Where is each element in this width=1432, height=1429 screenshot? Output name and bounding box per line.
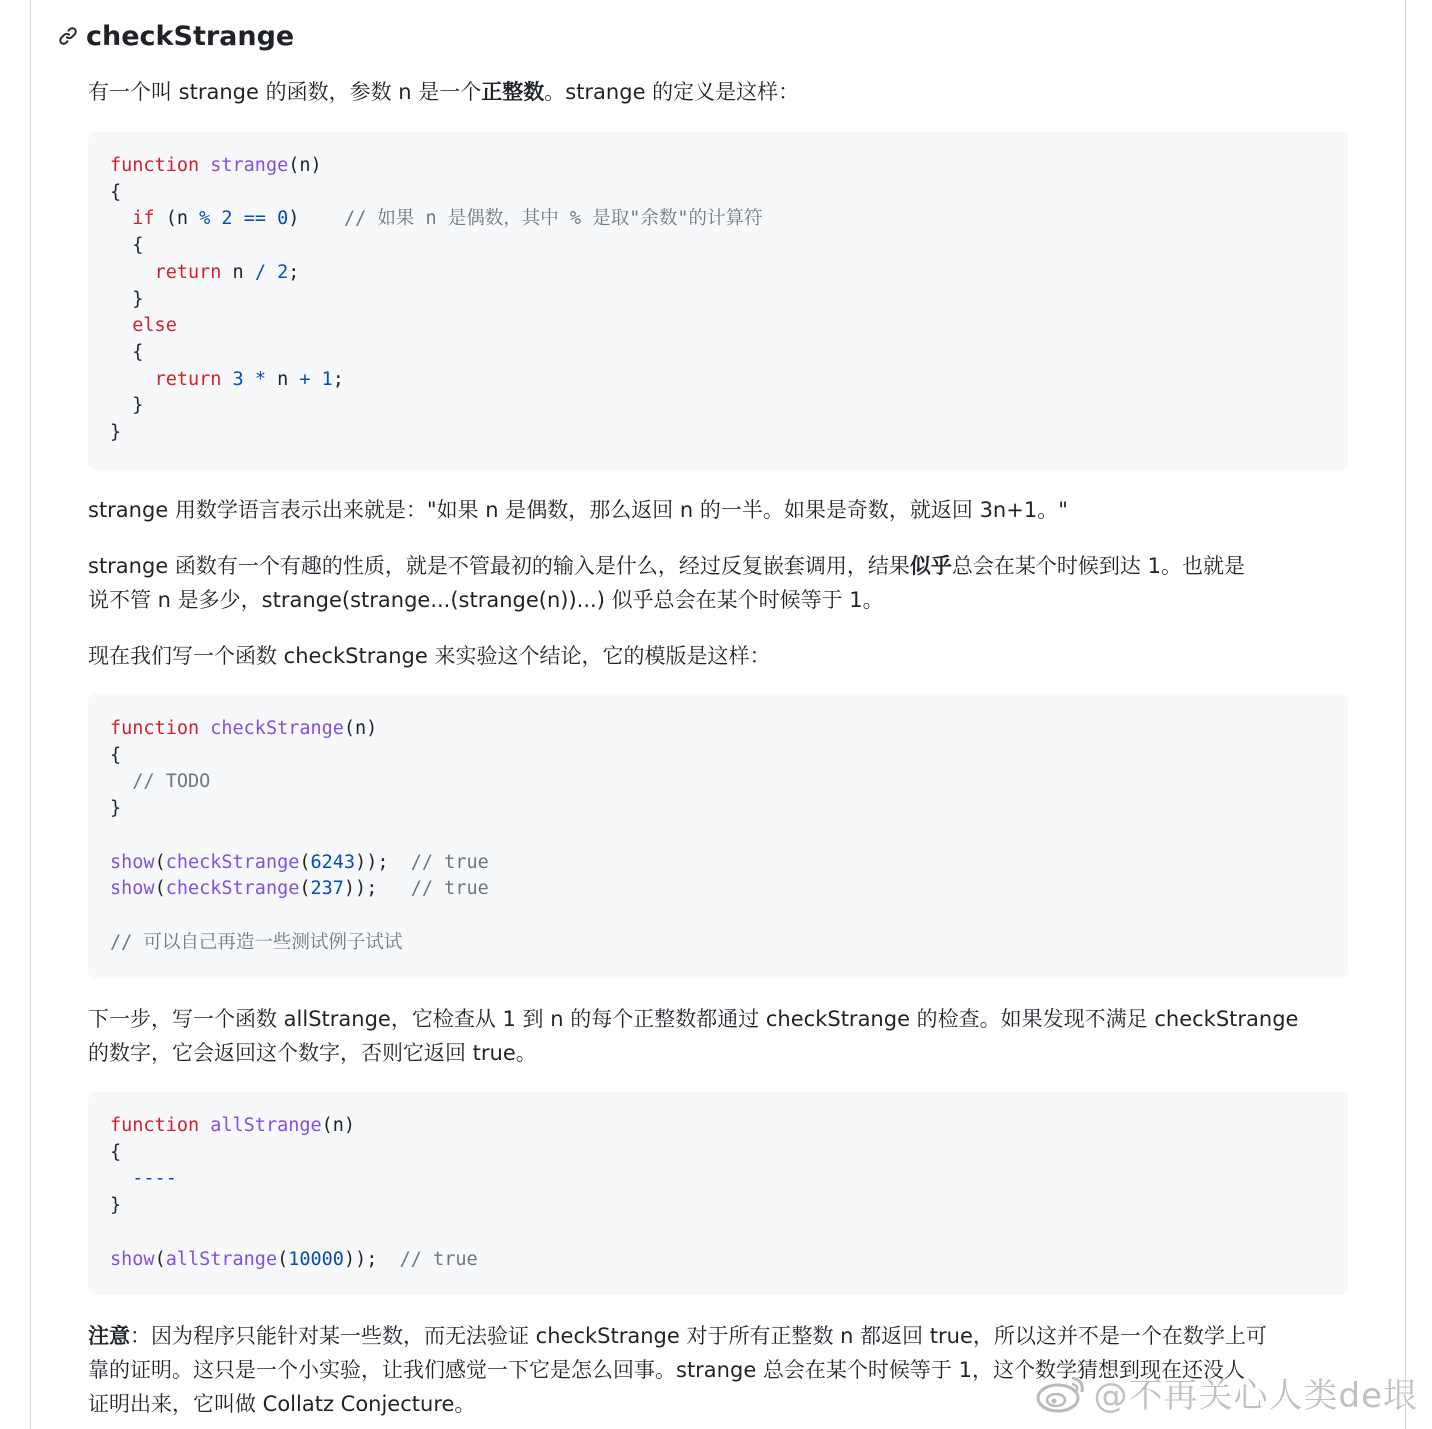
text: 的数字，它会返回这个数字，否则它返回 true。 — [88, 1041, 537, 1065]
bold-text: 似乎 — [909, 554, 952, 578]
params: (n) — [343, 718, 378, 739]
paragraph-template: 现在我们写一个函数 checkStrange 来实验这个结论，它的模版是这样： — [88, 644, 771, 668]
text: 说不管 n 是多少，strange(strange...(strange(n))...) 似乎总会在某个时候等于 1。 — [88, 588, 884, 612]
brace: { — [132, 235, 144, 257]
brace: } — [110, 1195, 122, 1217]
code-text: )); — [355, 851, 389, 873]
keyword: function — [110, 718, 200, 739]
keyword: else — [132, 315, 177, 337]
section-heading — [58, 14, 294, 58]
link-icon[interactable] — [58, 25, 80, 47]
code-text: )); — [343, 878, 378, 900]
keyword: if — [132, 208, 155, 230]
function-name: allStrange — [210, 1115, 322, 1136]
watermark-text: @不再关心人类de垠 — [1093, 1376, 1418, 1416]
brace: { — [110, 181, 122, 203]
paragraph-intro — [88, 75, 1350, 109]
text: 靠的证明。这只是一个小实验，让我们感觉一下它是怎么回事。strange 总会在某个时候等于 1，这个数学猜想到现在还没人 — [88, 1358, 1245, 1382]
function-name: show — [110, 1248, 155, 1270]
operator: % — [199, 208, 211, 230]
keyword: return — [154, 261, 222, 283]
code-text: n — [221, 261, 255, 283]
function-name: checkStrange — [165, 851, 300, 873]
text: 有一个叫 strange 的函数，参数 n 是一个 — [88, 80, 482, 104]
function-name: strange — [210, 155, 289, 176]
params: (n) — [288, 155, 322, 176]
function-name: checkStrange — [165, 878, 300, 900]
brace: { — [132, 341, 144, 363]
bold-text: 正整数 — [481, 80, 545, 104]
function-name: show — [110, 878, 155, 900]
code-text: (n — [154, 208, 200, 230]
comment: // true — [410, 851, 489, 873]
function-name: allStrange — [165, 1248, 278, 1270]
code-text: ; — [332, 368, 344, 390]
code-block-strange — [88, 131, 1348, 470]
operator: == — [243, 208, 266, 230]
text: 。strange 的定义是这样： — [544, 80, 800, 104]
text: 总会在某个时候到达 1。也就是 — [951, 554, 1245, 578]
number: 3 — [232, 368, 244, 390]
number: 2 — [277, 261, 289, 283]
number: 6243 — [310, 851, 356, 873]
function-name: checkStrange — [210, 718, 344, 739]
brace: { — [110, 1141, 122, 1163]
comment: // true — [410, 878, 489, 900]
brace: } — [132, 395, 144, 417]
brace: } — [110, 798, 122, 820]
operator: + — [299, 368, 311, 390]
comment: // 如果 n 是偶数，其中 % 是取"余数"的计算符 — [343, 208, 763, 230]
bold-text: 注意 — [88, 1324, 130, 1348]
text: 下一步，写一个函数 allStrange，它检查从 1 到 n 的每个正整数都通过 checkStrange 的检查。如果发现不满足 checkStrange — [88, 1007, 1299, 1031]
number: 1 — [321, 368, 333, 390]
code-text: ) — [288, 208, 300, 230]
code-text: n — [265, 368, 300, 390]
number: 10000 — [288, 1248, 344, 1270]
operator: * — [254, 368, 266, 390]
function-name: show — [110, 851, 155, 873]
number: 237 — [310, 878, 344, 900]
code-block-checkstrange: function checkStrange(n) { // TODO } show(checkStrange(6243)); // true show(checkStrange(237)); // true // 可以自己再造一些测试例子试试 — [88, 694, 1348, 978]
keyword: function — [110, 155, 200, 176]
blank-placeholder: ---- — [132, 1168, 177, 1190]
number: 0 — [277, 208, 289, 230]
comment: // TODO — [132, 771, 211, 793]
paragraph-property — [88, 549, 1350, 617]
keyword: function — [110, 1115, 200, 1136]
params: (n) — [321, 1115, 356, 1136]
brace: } — [132, 288, 144, 310]
brace: { — [110, 744, 122, 766]
comment: // 可以自己再造一些测试例子试试 — [110, 931, 403, 953]
text: 证明出来，它叫做 Collatz Conjecture。 — [88, 1392, 476, 1416]
code-text: )); — [343, 1248, 378, 1270]
text: strange 函数有一个有趣的性质，就是不管最初的输入是什么，经过反复嵌套调用，结果 — [88, 554, 910, 578]
paragraph-math: strange 用数学语言表示出来就是："如果 n 是偶数，那么返回 n 的一半。如果是奇数，就返回 3n+1。" — [88, 498, 1068, 522]
brace: } — [110, 422, 122, 444]
code-text: ; — [288, 261, 300, 283]
paragraph-allstrange — [88, 1002, 1350, 1070]
operator: / — [254, 261, 266, 283]
weibo-logo-icon — [1034, 1372, 1088, 1414]
page-title: checkStrange — [86, 20, 295, 52]
text: ：因为程序只能针对某一些数，而无法验证 checkStrange 对于所有正整数 n 都返回 true，所以这并不是一个在数学上可 — [130, 1324, 1267, 1348]
watermark — [1034, 1368, 1419, 1417]
code-block-allstrange: function allStrange(n) { ---- } show(allStrange(10000)); // true — [88, 1091, 1348, 1295]
number: 2 — [221, 208, 233, 230]
comment: // true — [399, 1248, 478, 1270]
keyword: return — [154, 368, 222, 390]
